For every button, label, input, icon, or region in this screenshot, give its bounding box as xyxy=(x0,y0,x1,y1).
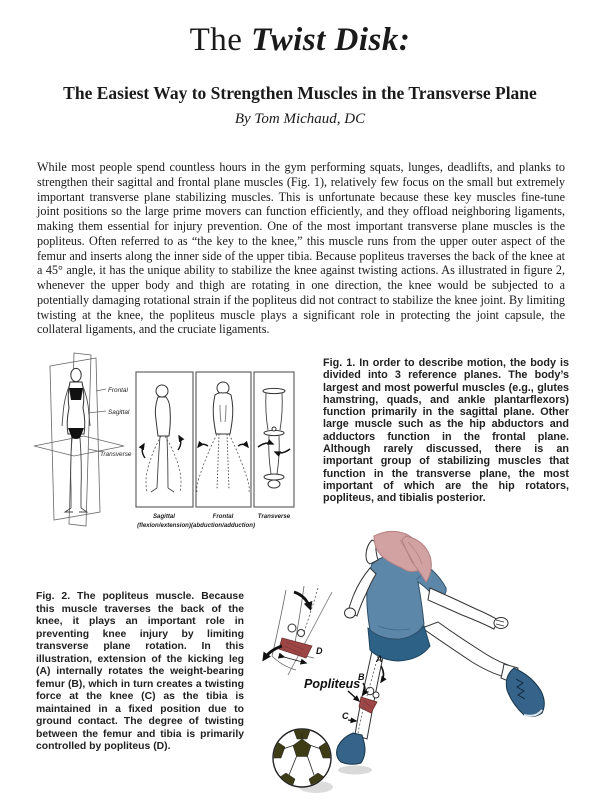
popliteus-label: Popliteus xyxy=(304,677,361,691)
marker-a-arrow xyxy=(381,666,384,682)
figure-1-illustration xyxy=(30,350,320,540)
marker-c-label: C xyxy=(342,711,349,721)
marker-c-arrow xyxy=(348,720,356,721)
abduction-arrow-right xyxy=(238,444,248,447)
byline: By Tom Michaud, DC xyxy=(234,111,366,127)
flexion-arrow xyxy=(142,444,145,458)
figure-2-caption: Fig. 2. The popliteus muscle. Because this muscle traverses the back of the knee, it plays an important role in preventing knee injury by limiting transverse plane rotation. In this illustration, extension of the kicking leg (A) internally rotates the weight-bearing femur (B), which in turn creates a twisting force at the knee (C) as the tibia is maintained in a fixed position due to ground contact. The degree of twisting between the femur and tibia is primarily controlled by popliteus (D). xyxy=(36,591,244,752)
panel-1-subtitle: (flexion/extension) xyxy=(137,522,191,529)
kicking-leg xyxy=(422,622,508,677)
frontal-plane-label: Frontal xyxy=(108,387,128,394)
fist-right xyxy=(494,618,508,629)
black-top xyxy=(69,388,83,400)
abduction-arrow-left xyxy=(198,444,208,447)
sagittal-motion-panel xyxy=(136,372,193,507)
rotation-arrow-left xyxy=(258,443,273,447)
standing-woman xyxy=(62,368,90,512)
black-bottom xyxy=(68,428,84,439)
rotation-arrow-right xyxy=(275,449,290,453)
panel-2-title: Frontal xyxy=(212,513,234,520)
article-paragraph: While most people spend countless hours in the gym performing squats, lunges, deadlifts, and planks to strengthen their sagittal and frontal plane muscles (Fig. 1), relatively few focus on the small but extremely important transverse plane stabilizing muscles. This is unfortunate because these key muscles fine-tune joint positions so the large prime movers can function efficiently, and they offload neighboring ligaments, making them essential for injury prevention. One of the most important transverse plane muscles is the popliteus. Often referred to as “the key to the knee,” this muscle runs from the upper outer aspect of the femur and inserts along the inner side of the upper tibia. Because popliteus traverses the back of the knee at a 45° angle, it has the unique ability to stabilize the knee against twisting actions. As illustrated in figure 2, whenever the upper body and thigh are rotating in one direction, the knee would be subjected to a potentially damaging rotational strain if the popliteus did not contract to stabilize the knee joint. By limiting twisting at the knee, the popliteus muscle plays a significant role in protecting the joint capsule, the collateral ligaments, and the cruciate ligaments. xyxy=(37,160,565,337)
fist-left xyxy=(345,608,356,618)
page-subtitle: The Easiest Way to Strengthen Muscles in the Transverse Plane xyxy=(63,83,537,103)
panel-2-subtitle: (abduction/adduction) xyxy=(191,522,255,529)
kicking-shoe xyxy=(506,668,544,717)
kicking-woman xyxy=(304,531,544,774)
panel-1-title: Sagittal xyxy=(152,513,176,520)
soccer-ball xyxy=(267,722,337,793)
frontal-motion-panel xyxy=(196,372,251,507)
marker-d-label: D xyxy=(316,646,323,656)
marker-a-label: A xyxy=(376,654,383,664)
figure-1-caption: Fig. 1. In order to describe motion, the body is divided into 3 reference planes. The body’s largest and most powerful muscles (e.g., glutes hamstring, quads, and ankle plantarflexors) function primarily in the sagittal plane. Other large muscle such as the hip abductors and adductors function in the frontal plane. Although rarely discussed, there is an important group of stabilizing muscles that function in the transverse plane, the most important of which are the hip rotators, popliteus, and tibialis posterior. xyxy=(323,357,569,505)
transverse-plane-label: Transverse xyxy=(100,451,132,458)
reference-planes-figure xyxy=(34,353,132,526)
panel-3-title: Transverse xyxy=(257,513,291,520)
marker-b-label: B xyxy=(358,672,365,682)
transverse-motion-panel xyxy=(254,372,294,507)
sagittal-plane-label: Sagittal xyxy=(108,409,130,416)
knee-inset-detail xyxy=(264,586,332,675)
extension-arrow xyxy=(178,436,181,450)
foot-shadow xyxy=(338,766,372,775)
page-title xyxy=(0,22,600,59)
title-prefix: The xyxy=(189,22,243,58)
title-emphasis: Twist Disk: xyxy=(251,22,411,58)
standing-shoe xyxy=(337,733,365,764)
popliteus-arrow xyxy=(348,691,359,701)
figure-2-illustration xyxy=(258,530,598,811)
